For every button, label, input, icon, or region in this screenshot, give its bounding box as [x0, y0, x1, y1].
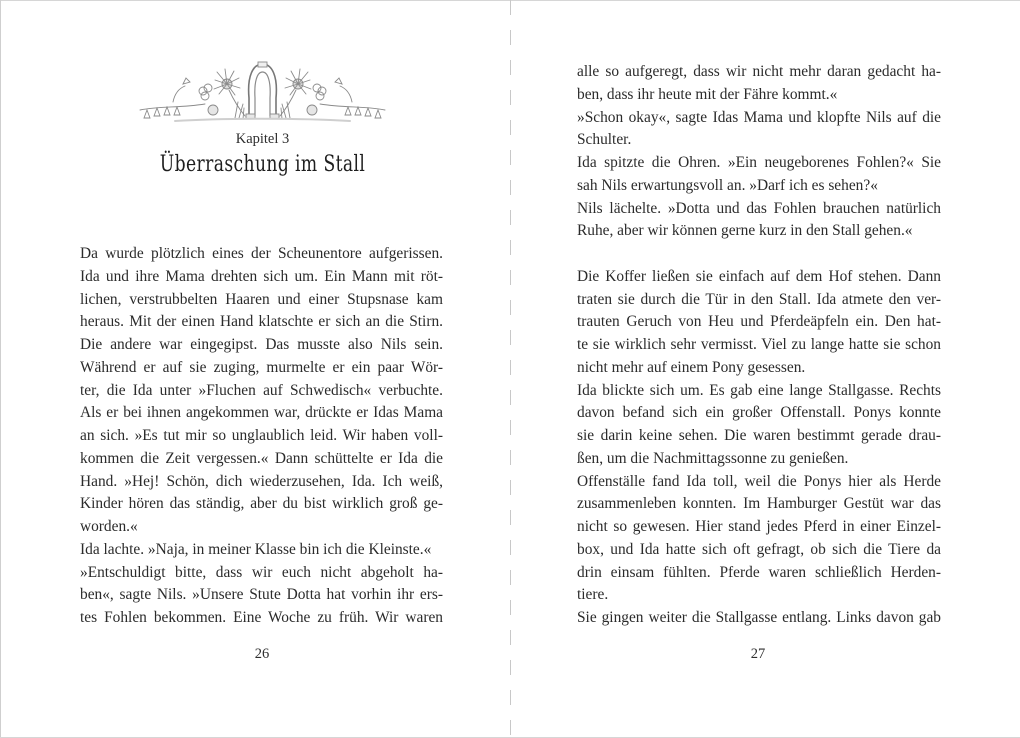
text-line: Während er auf sie zuging, murmelte er ein paar Wör- — [80, 358, 443, 376]
text-line: nicht mehr auf einem Pony gesessen. — [577, 358, 806, 376]
text-line: kommen die Zeit vergessen.« Dann schüttelte er Ida die — [80, 449, 443, 467]
text-line: nicht so gewesen. Hier stand jedes Pferd in einer Einzel- — [577, 518, 941, 535]
text-line: ben«, sagte Nils. »Unsere Stute Dotta hat vorhin ihr ers- — [80, 586, 443, 604]
chapter-label: Kapitel 3 — [235, 131, 290, 147]
text-line: Offenställe fand Ida toll, weil die Ponys hier als Herde — [577, 472, 941, 490]
text-line: Ida blickte sich um. Es gab eine lange Stallgasse. Rechts — [577, 381, 941, 399]
text-line: tiere. — [577, 586, 609, 604]
text-line: Schulter. — [577, 131, 632, 149]
text-line: Ida spitzte die Ohren. »Ein neugeborenes Fohlen?« Sie — [577, 154, 941, 171]
text-line: Ida lachte. »Naja, in meiner Klasse bin ich die Kleinste.« — [80, 540, 432, 558]
left-page-body-text — [80, 243, 443, 630]
text-line: an sich. »Es tut mir so unglaublich leid. Wir haben voll- — [80, 427, 443, 444]
page-number: 26 — [254, 646, 270, 662]
text-line: »Schon okay«, sagte Idas Mama und klopfte Nils auf die — [577, 108, 941, 126]
text-line: sie darin keine sehen. Die waren bestimmt gerade drau- — [577, 427, 941, 444]
text-line: ter, die Ida unter »Fluchen auf Schwedisch« verbuchte. — [80, 381, 443, 399]
text-line: tes Fohlen bekommen. Eine Woche zu früh. Wir waren — [80, 609, 443, 626]
text-line: »Entschuldigt bitte, dass wir euch nicht abgeholt ha- — [80, 563, 443, 581]
text-line: traten sie durch die Tür in den Stall. Ida atmete den ver- — [577, 290, 941, 308]
text-line: Ruhe, aber wir können gerne kurz in den Stall gehen.« — [577, 222, 913, 240]
text-line: alle so aufgeregt, dass wir nicht mehr daran gedacht ha- — [577, 63, 941, 80]
text-line: davon befand sich ein großer Offenstall. Ponys konnte — [577, 404, 941, 422]
text-line: Die Koffer ließen sie einfach auf dem Hof stehen. Dann — [577, 267, 941, 285]
right-page — [511, 0, 1020, 738]
text-line: Kinder hören das ständig, aber du bist wirklich groß ge- — [80, 495, 443, 513]
chapter-title: Überraschung im Stall — [159, 152, 366, 177]
text-line: Da wurde plötzlich eines der Scheunentore aufgerissen. — [80, 245, 443, 262]
text-line: te sie wirklich sehr vermisst. Viel zu lange hatte sie schon — [577, 336, 941, 353]
text-line: Hand. »Hej! Schön, dich wiederzusehen, Ida. Ich weiß, — [80, 472, 443, 490]
horseshoe-flowers-ornament-icon — [135, 58, 390, 128]
text-line: drin einsam fühlten. Pferde waren schließlich Herden- — [577, 563, 941, 581]
text-line: Als er bei ihnen angekommen war, drückte er Idas Mama — [80, 404, 443, 422]
text-line: heraus. Mit der einen Hand klatschte er sich an die Stirn. — [80, 313, 443, 331]
text-line: ßen, um die Nachmittagssonne zu genießen. — [577, 449, 849, 467]
page-number: 27 — [750, 646, 766, 662]
text-line: box, und Ida hatte sich oft gefragt, ob sich die Tiere da — [577, 540, 941, 558]
text-line: Die andere war eingegipst. Das musste also Nils sein. — [80, 336, 443, 353]
text-line: zusammenleben konnten. Im Hamburger Gestüt war das — [577, 495, 941, 513]
text-line: lichen, verstrubbelten Haaren und einer Stupsnase kam — [80, 290, 443, 308]
text-line: ben, dass ihr heute mit der Fähre kommt.« — [577, 85, 838, 103]
text-line: sah Nils erwartungsvoll an. »Darf ich es sehen?« — [577, 176, 878, 194]
paragraph-break — [577, 243, 941, 266]
text-line: trauten Geruch von Heu und Pferdeäpfeln ein. Den hat- — [577, 313, 941, 331]
text-line: Ida und ihre Mama drehten sich um. Ein Mann mit röt- — [80, 267, 443, 285]
text-line: worden.« — [80, 518, 138, 535]
text-line: Nils lächelte. »Dotta und das Fohlen brauchen natürlich — [577, 199, 941, 217]
right-page-body-text — [577, 61, 941, 630]
text-line: Sie gingen weiter die Stallgasse entlang. Links davon gab — [577, 609, 941, 626]
